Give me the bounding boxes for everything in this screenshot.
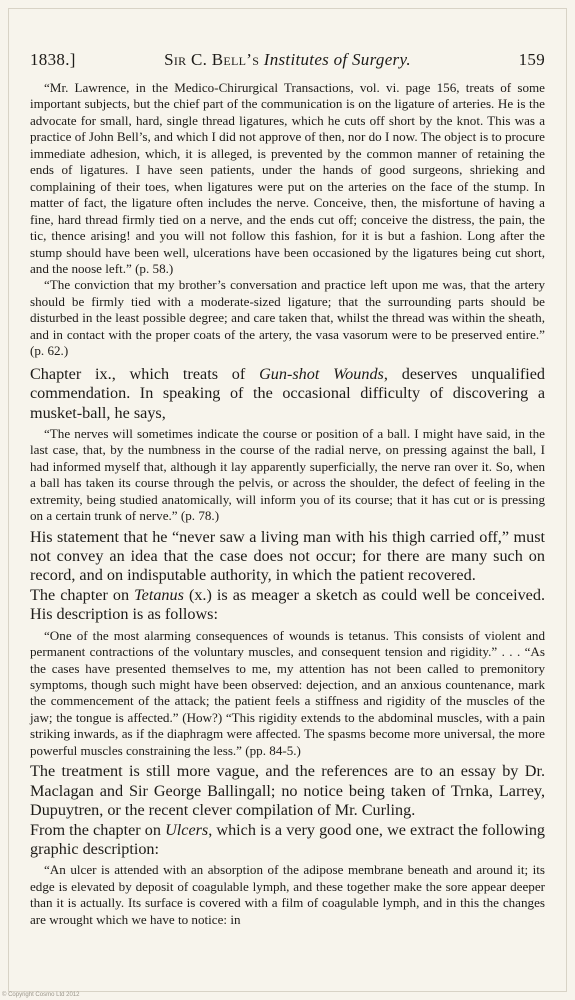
italic-term: Tetanus [134, 585, 184, 604]
body-text: , which is a very good one, we extract the following graphic description: [30, 820, 546, 858]
quote-paragraph: “One of the most alarming consequences of wounds is tetanus. This consists of violent and permanent contractions of the voluntary muscles, and consequent tension and rigidity.” . . . “As the cases have presented themselves to me, my attention has not been called to premonitory symptoms, though such might have been observed: dejection, and an anxious countenance, mark the commencement of the attack; the patient feels a stiffness and rigidity of the muscles of the jaw; the tongue is affected.” (How?) “This rigidity extends to the abdominal muscles, with a pain striking inwards, as if the diaphragm were affected. The spasms become more universal, the more powerful muscles constraining the less.” (pp. 84-5.) [30, 627, 545, 758]
body-text: Chapter ix., which treats of [30, 364, 260, 383]
body-text: From the chapter on [30, 820, 166, 839]
header-year: 1838.] [30, 50, 76, 69]
copyright-watermark: © Copyright Cosmo Ltd 2012 [2, 992, 80, 998]
body-paragraph [30, 586, 545, 625]
article-body [30, 80, 545, 928]
body-paragraph [30, 365, 545, 423]
quote-paragraph: “The nerves will sometimes indicate the course or position of a ball. I might have said, in the last case, that, by the numbness in the course of the radial nerve, on pressing against the ball, I had informed myself that, although it lay apparently superficially, the nerve ran over it. So, when a ball has taken its course through the pelvis, or across the shoulder, the defect of feeling in the extremity, being studied anatomically, will inform you of its course; that it has cut or is pressing on a certain trunk of nerve.” (p. 78.) [30, 425, 545, 524]
quote-paragraph: “The conviction that my brother’s conversation and practice left upon me was, that the artery should be firmly tied with a moderate-sized ligature; that the surrounding parts should be disturbed in the least possible degree; and care taken that, whilst the thread was within the sheath, and in contact with the proper coats of the artery, the vasa vasorum were to be preserved entire.” (p. 62.) [30, 277, 545, 359]
header-book-title: Institutes of Surgery. [263, 50, 411, 69]
body-text: (x.) is as meager a sketch as could well be conceived. His description is as follows: [30, 585, 545, 624]
quote-paragraph: “Mr. Lawrence, in the Medico-Chirurgical Transactions, vol. vi. page 156, treats of some important subjects, but the chief part of the communication is on the ligature of arteries. He is the advocate for small, hard, single thread ligatures, which he cuts off short by the knot. This was a practice of John Bell’s, and which I did not approve of then, nor do I now. The object is to procure immediate adhesion, which, it is alleged, is prevented by the common manner of retaining the ends of ligatures. I have seen patients, under the hands of good surgeons, shrieking and complaining of their toes, when ligatures were put on the arteries on the face of the stump. In matter of fact, the ligature often includes the nerve. Conceive, then, the misfortune of having a fine, hard thread firmly tied on a nerve, and the ends cut off; conceive the distress, the pain, the tic, thence arising! and you will not follow this fashion, for it is but a fashion. Long after the stump should have been well, ulcerations have been occasioned by the ligatures being cut short, and the noose left.” (p. 58.) [30, 80, 545, 276]
header-title [30, 50, 545, 70]
italic-term: Gun-shot Wounds [259, 364, 384, 383]
body-paragraph: The treatment is still more vague, and the references are to an essay by Dr. Maclagan and Sir George Ballingall; no notice being taken of Trnka, Larrey, Dupuytren, or the recent clever compilation of Mr. Curling. [30, 762, 545, 820]
italic-term: Ulcers [165, 820, 209, 839]
body-text: , deserves unqualified commendation. In speaking of the occasional difficulty of discovering a musket-ball, he says, [30, 364, 545, 422]
body-paragraph [30, 821, 545, 860]
page-number: 159 [518, 50, 545, 69]
quote-paragraph: “An ulcer is attended with an absorption of the adipose membrane beneath and around it; its edge is elevated by deposit of coagulable lymph, and these together make the sore appear deeper than it is actually. Its surface is covered with a film of coagulable lymph, and in this the changes are wrought which we have to notice: in [30, 862, 545, 927]
running-header [30, 50, 545, 72]
body-paragraph: His statement that he “never saw a living man with his thigh carried off,” must not convey an idea that the case does not occur; for there are many such on record, and on indisputable authority, in which the patient recovered. [30, 527, 545, 585]
header-author: Sir C. Bell’s [164, 50, 260, 69]
body-text: The chapter on [30, 585, 135, 604]
